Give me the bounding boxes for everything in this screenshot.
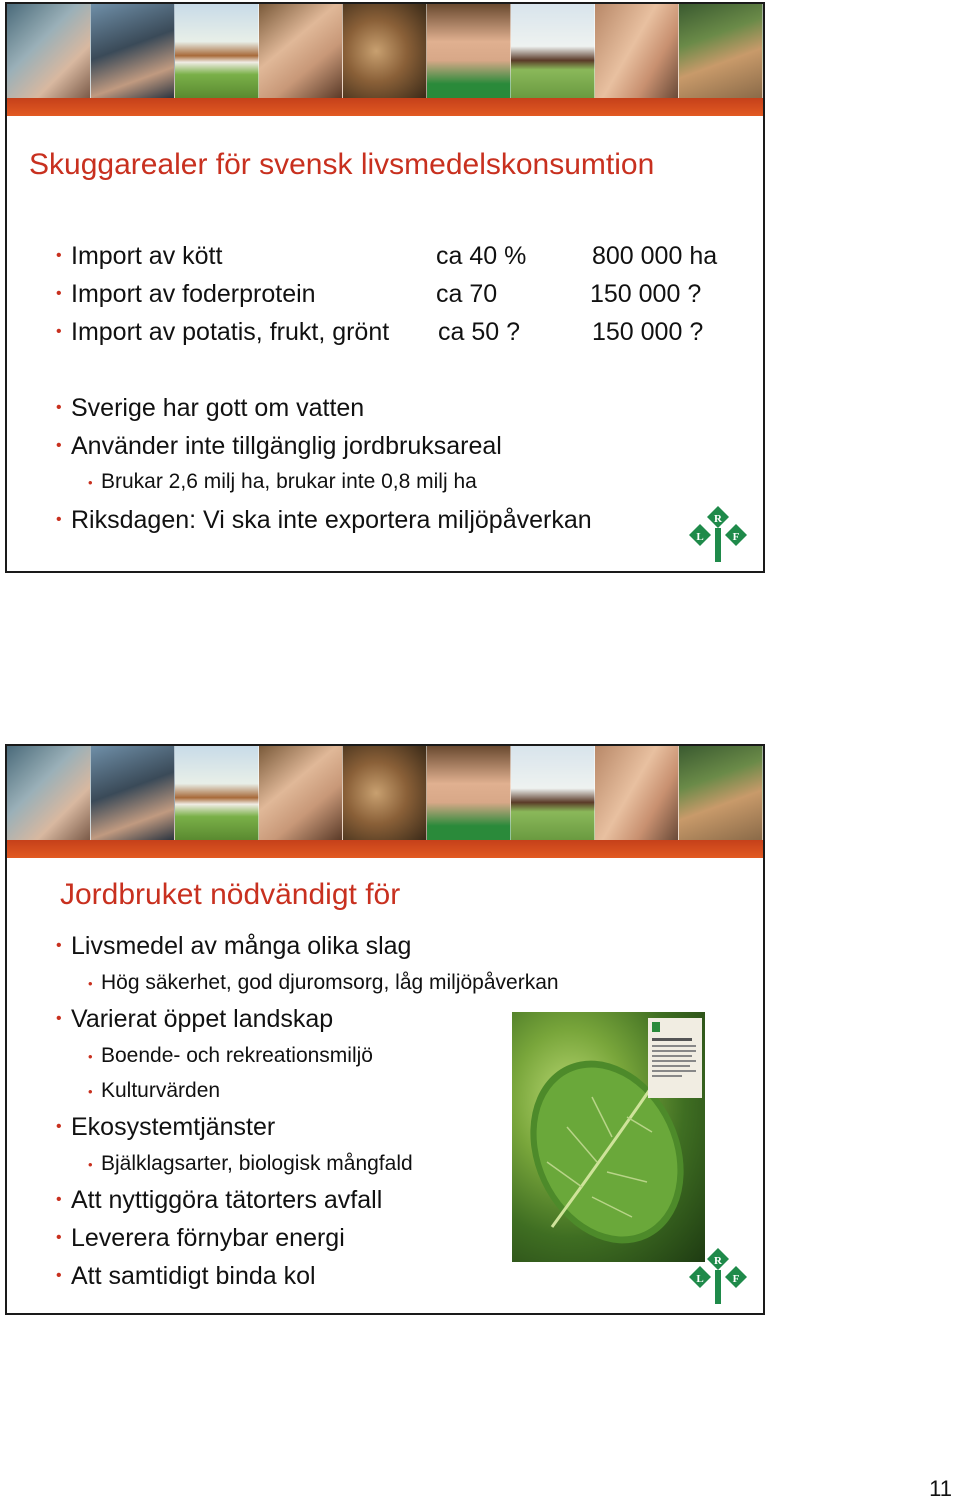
- bullet-text: Riksdagen: Vi ska inte exportera miljöpåverkan: [71, 506, 592, 534]
- bullet-water: • Sverige har gott om vatten: [56, 394, 365, 422]
- banner-photo-elderly-man: [7, 746, 91, 840]
- logo-letter-l: L: [696, 1273, 704, 1285]
- banner-photo-horses: [511, 746, 595, 840]
- logo-letter-r: R: [714, 1255, 722, 1267]
- banner-photo-man-face: [595, 746, 679, 840]
- banner-photo-farmer: [91, 746, 175, 840]
- banner-photo-woman: [259, 746, 343, 840]
- bullet-text: Använder inte tillgänglig jordbruksareal: [71, 432, 502, 460]
- bullet-text: Att samtidigt binda kol: [71, 1262, 316, 1290]
- slide-2-title: Jordbruket nödvändigt för: [60, 878, 401, 911]
- import-share: ca 70: [436, 280, 498, 308]
- slide-1: [5, 2, 765, 573]
- banner-photo-potatoes: [343, 746, 427, 840]
- leaf-illustration: [512, 1012, 705, 1262]
- banner-photo-man-face: [595, 4, 679, 98]
- banner-photo-cows: [175, 746, 259, 840]
- sub-bullet-text: Kulturvärden: [101, 1079, 221, 1102]
- sub-item-culture: • Kulturvärden: [88, 1079, 221, 1102]
- slide-2: [5, 744, 765, 1315]
- sub-bullet-land-use: • Brukar 2,6 milj ha, brukar inte 0,8 milj ha: [88, 470, 477, 493]
- banner-photo-cows: [175, 4, 259, 98]
- import-label: Import av potatis, frukt, grönt: [71, 318, 390, 346]
- banner-photo-horses: [511, 4, 595, 98]
- lrf-logo: [687, 504, 749, 564]
- import-row-meat: • Import av kött: [56, 242, 223, 270]
- import-share: ca 50 ?: [438, 318, 521, 346]
- sub-item-biodiversity: • Bjälklagsarter, biologisk mångfald: [88, 1152, 413, 1175]
- item-ecosystem: • Ekosystemtjänster: [56, 1113, 276, 1141]
- import-label: Import av kött: [71, 242, 223, 270]
- page-number: 11: [929, 1476, 952, 1501]
- sub-bullet-text: Bjälklagsarter, biologisk mångfald: [101, 1152, 413, 1175]
- sub-bullet-text: Boende- och rekreationsmiljö: [101, 1044, 373, 1067]
- photo-banner: [7, 746, 763, 840]
- bullet-text: Att nyttiggöra tätorters avfall: [71, 1186, 383, 1214]
- sub-item-safety: • Hög säkerhet, god djuromsorg, låg miljöpåverkan: [88, 971, 559, 994]
- bullet-land: • Använder inte tillgänglig jordbruksareal: [56, 432, 502, 460]
- banner-photo-woman: [259, 4, 343, 98]
- potato-leaf-photo: [512, 1012, 705, 1262]
- banner-photo-logs: [679, 746, 763, 840]
- sub-item-living: • Boende- och rekreationsmiljö: [88, 1044, 373, 1067]
- import-row-feed-protein: • Import av foderprotein: [56, 280, 316, 308]
- item-waste: • Att nyttiggöra tätorters avfall: [56, 1186, 383, 1214]
- item-landscape: • Varierat öppet landskap: [56, 1005, 334, 1033]
- item-carbon: • Att samtidigt binda kol: [56, 1262, 316, 1290]
- logo-letter-f: F: [732, 531, 740, 543]
- item-food: • Livsmedel av många olika slag: [56, 932, 412, 960]
- bullet-riksdagen: • Riksdagen: Vi ska inte exportera miljöpåverkan: [56, 506, 592, 534]
- banner-accent-bar: [7, 98, 763, 116]
- import-area: 150 000 ?: [590, 280, 702, 308]
- banner-photo-farmer: [91, 4, 175, 98]
- banner-photo-young-man: [427, 4, 511, 98]
- import-row-produce: • Import av potatis, frukt, grönt: [56, 318, 390, 346]
- banner-photo-potatoes: [343, 4, 427, 98]
- banner-photo-young-man: [427, 746, 511, 840]
- sub-bullet-text: Hög säkerhet, god djuromsorg, låg miljöpåverkan: [101, 971, 559, 994]
- bullet-text: Sverige har gott om vatten: [71, 394, 365, 422]
- logo-letter-l: L: [696, 531, 704, 543]
- bullet-text: Livsmedel av många olika slag: [71, 932, 412, 960]
- banner-accent-bar: [7, 840, 763, 858]
- banner-photo-elderly-man: [7, 4, 91, 98]
- import-label: Import av foderprotein: [71, 280, 316, 308]
- import-area: 150 000 ?: [592, 318, 704, 346]
- import-share: ca 40 %: [436, 242, 527, 270]
- item-energy: • Leverera förnybar energi: [56, 1224, 345, 1252]
- sub-bullet-text: Brukar 2,6 milj ha, brukar inte 0,8 milj ha: [101, 470, 477, 493]
- logo-letter-r: R: [714, 513, 722, 525]
- banner-photo-logs: [679, 4, 763, 98]
- logo-letter-f: F: [732, 1273, 740, 1285]
- lrf-logo: [687, 1246, 749, 1306]
- photo-banner: [7, 4, 763, 98]
- bullet-text: Ekosystemtjänster: [71, 1113, 276, 1141]
- import-area: 800 000 ha: [592, 242, 718, 270]
- slide-1-title: Skuggarealer för svensk livsmedelskonsumtion: [29, 148, 655, 181]
- bullet-text: Leverera förnybar energi: [71, 1224, 345, 1252]
- bullet-text: Varierat öppet landskap: [71, 1005, 334, 1033]
